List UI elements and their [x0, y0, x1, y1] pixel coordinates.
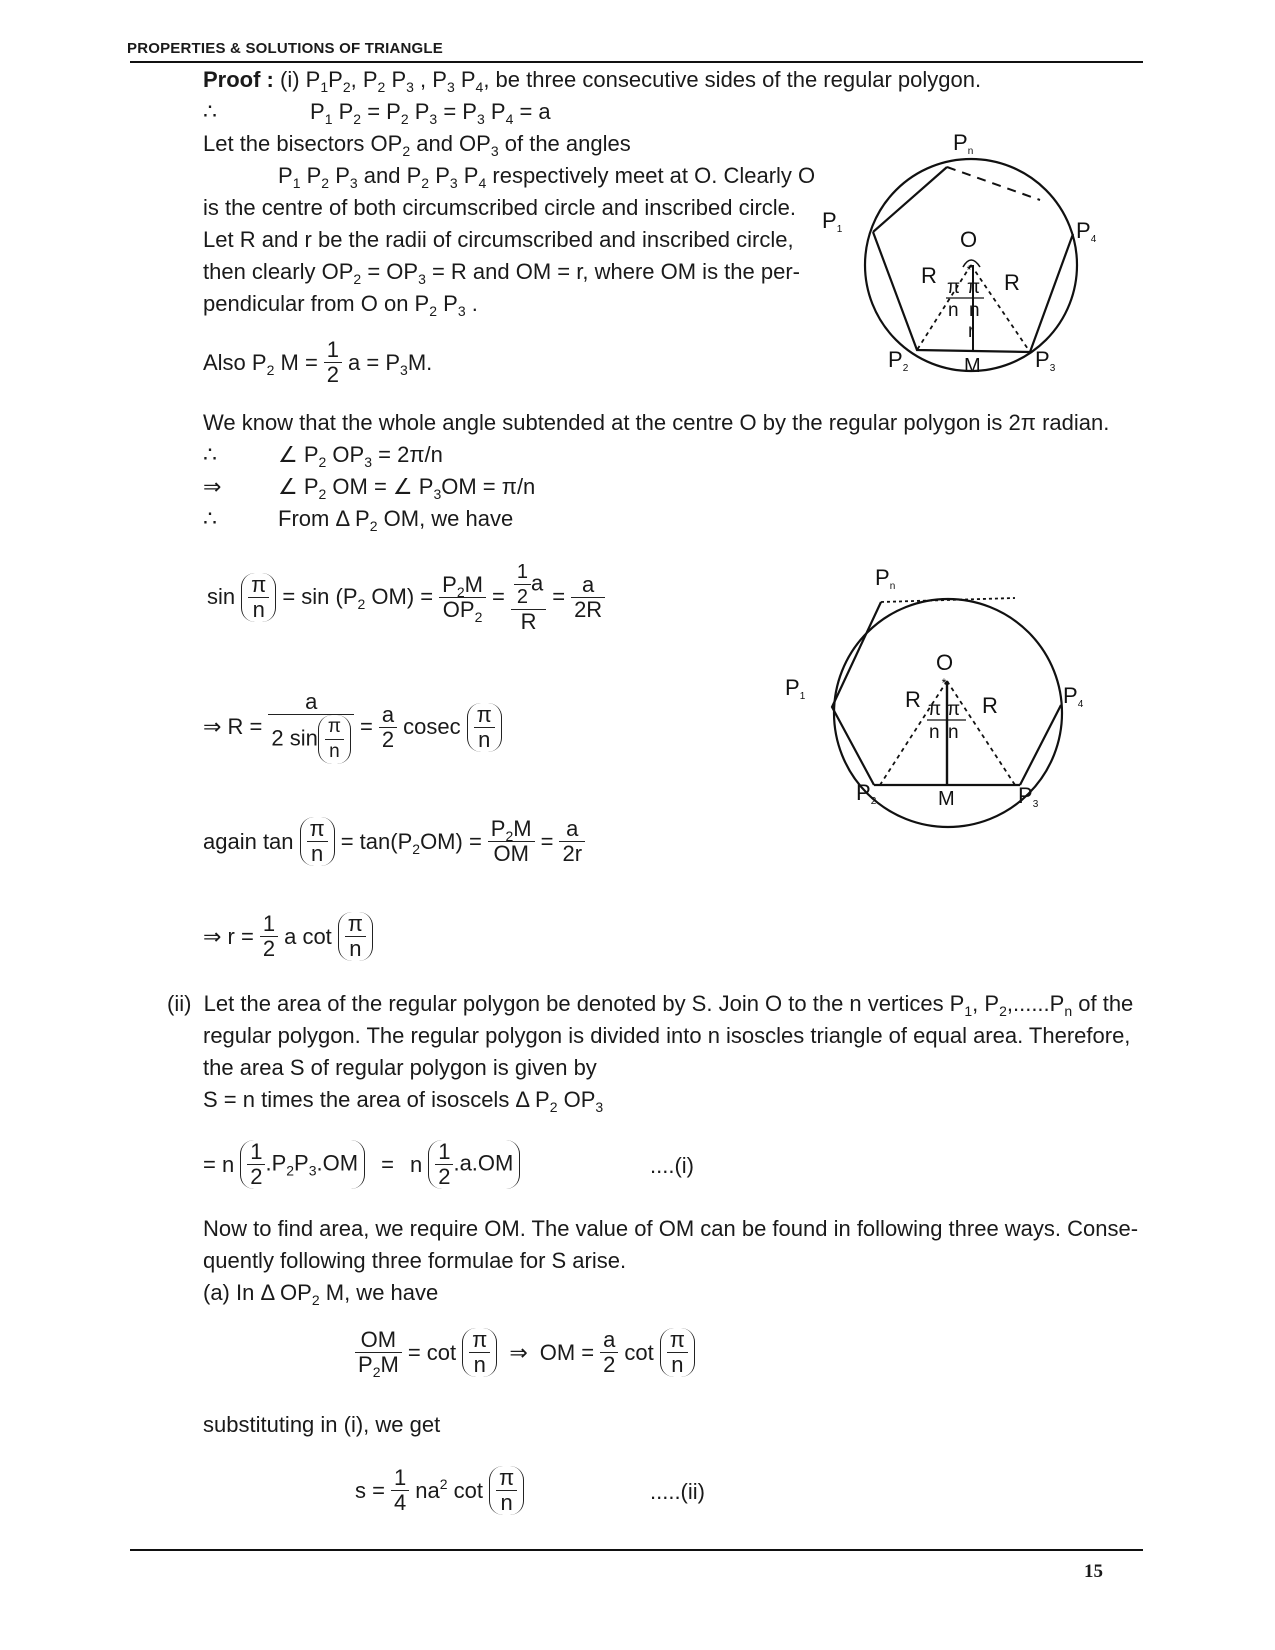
fig2-label-n-right: n: [948, 722, 959, 743]
proof-line-1: Proof : (i) $P_1P_2$, $P_2$ $P_3$ , $P_3$ $P_4$, be three consecutive sides of the regular polygon.: [203, 67, 982, 95]
fig1-label-P2: P2: [888, 347, 909, 374]
fig2-label-R-right: R: [982, 693, 998, 718]
proof-line-5: is the centre of both circumscribed circle and inscribed circle.: [203, 195, 797, 220]
fig1-label-pi-right: π: [967, 277, 981, 298]
svg-text:*: *: [941, 676, 947, 690]
running-header: PROPERTIES & SOLUTIONS OF TRIANGLE: [127, 40, 443, 57]
equation-tag-ii: .....(ii): [650, 1479, 705, 1504]
part2-line-7: (a) In Δ $OP_2$ M, we have: [203, 1280, 439, 1308]
also-line: Also $P_2$ M = $\frac{1}{2}$ $a = P_3M$.: [203, 337, 433, 387]
equation-a: $\frac{OM}{P_2M}$ = cot $\frac{\pi}{n}$ ⇒ OM = $\frac{a}{2}$ cot $\frac{\pi}{n}$: [355, 1328, 695, 1377]
fig2-label-R-left: R: [905, 687, 921, 712]
proof-line-8: pendicular from O on $P_2$ $P_3$ .: [203, 291, 478, 319]
fig1-label-P4: P4: [1076, 218, 1097, 245]
part2-line-2: regular polygon. The regular polygon is divided into n isoscles triangle of equal area. Therefore,: [203, 1023, 1131, 1048]
fig1-label-Pn: Pn: [953, 130, 974, 157]
proof-line-4: $P_1$ $P_2$ $P_3$ and $P_2$ $P_3$ $P_4$ respectively meet at O. Clearly O: [278, 163, 816, 191]
angle-statement: We know that the whole angle subtended at the centre O by the regular polygon is 2π radian.: [203, 410, 1110, 435]
part2-line-5: Now to find area, we require OM. The value of OM can be found in following three ways. Conse-: [203, 1216, 1139, 1241]
therefore-symbol: ∴: [203, 99, 217, 124]
implies-symbol: ⇒: [203, 474, 222, 499]
R-equation: ⇒ R = a 2 sin $\frac{\pi}{n}$ = $\frac{a}{2}$ cosec $\frac{\pi}{n}$: [203, 690, 502, 764]
fig1-label-r: r: [968, 321, 975, 342]
fig2-label-P4: P4: [1063, 683, 1084, 710]
figure-inscribed-polygon: [785, 565, 1110, 855]
fig1-label-R-right: R: [1004, 270, 1020, 295]
proof-line-2: $P_1$ $P_2 = P_2$ $P_3 = P_3$ $P_4 = a$: [310, 99, 551, 127]
fig1-label-P3: P3: [1035, 347, 1056, 374]
equation-ii: s = $\frac{1}{4}$ $na^2$ cot $\frac{\pi}{n}$: [355, 1466, 524, 1515]
fig1-label-n-left: n: [948, 300, 959, 321]
proof-line-3: Let the bisectors $OP_2$ and $OP_3$ of the angles: [203, 131, 631, 159]
therefore-symbol-3: ∴: [203, 506, 217, 531]
header-rule: [130, 61, 1143, 63]
fig1-label-pi-left: π: [947, 277, 961, 298]
equation-i: = n $\frac{1}{2}$ $.P_2P_3.OM$ = n $\frac{1}{2}$ .a.OM: [203, 1140, 520, 1189]
fig2-label-P2: P2: [856, 780, 877, 807]
proof-line-6: Let R and r be the radii of circumscribed and inscribed circle,: [203, 227, 794, 252]
part2-line-3: the area S of regular polygon is given by: [203, 1055, 597, 1080]
therefore-symbol-2: ∴: [203, 442, 217, 467]
part2-line-6: quently following three formulae for S arise.: [203, 1248, 627, 1273]
fig2-label-M: M: [938, 788, 955, 810]
fig1-label-P1: P1: [822, 208, 843, 235]
figure-circumscribed-polygon: [822, 130, 1100, 390]
fig2-label-pi-left: π: [928, 699, 942, 720]
fig2-label-O: O: [936, 650, 954, 675]
proof-label: Proof :: [203, 67, 274, 92]
fig1-label-n-right: n: [969, 300, 980, 321]
equation-tag-i: ....(i): [650, 1153, 694, 1178]
fig2-label-pi-right: π: [947, 699, 961, 720]
footer-rule: [130, 1549, 1143, 1551]
fig2-label-P1: P1: [785, 675, 806, 702]
r-equation: ⇒ r = $\frac{1}{2}$ a cot $\frac{\pi}{n}$: [203, 912, 373, 961]
angle-line-1: ∠ $P_2$ $OP_3 = 2\pi/n$: [278, 442, 443, 470]
svg-text:*: *: [966, 263, 972, 277]
page-number: 15: [1084, 1561, 1103, 1582]
angle-line-2: ∠ $P_2$ OM = ∠ $P_3OM = \pi/n$: [278, 474, 536, 502]
part2-line-4: S = n times the area of isoscels Δ $P_2$ $OP_3$: [203, 1087, 604, 1115]
fig1-label-O: O: [960, 227, 978, 252]
fig1-label-M: M: [964, 355, 981, 377]
proof-line-7: then clearly $OP_2 = OP_3 = R$ and OM = r, where OM is the per-: [203, 259, 800, 287]
fig1-label-R-left: R: [921, 263, 937, 288]
fig2-label-Pn: Pn: [875, 565, 896, 592]
from-line: From Δ $P_2$ OM, we have: [278, 506, 514, 534]
tan-equation: again tan $\frac{\pi}{n}$ = $\tan(P_2OM)$ = $\frac{P_2M}{OM}$ = $\frac{a}{2r}$: [203, 817, 585, 866]
fig2-label-P3: P3: [1018, 783, 1039, 810]
fig2-label-n-left: n: [929, 722, 940, 743]
part2-line-1: (ii) Let the area of the regular polygon be denoted by S. Join O to the n vertices $P_1$, $P_2,......P_n$ of the: [167, 991, 1134, 1019]
part2-line-8: substituting in (i), we get: [203, 1412, 441, 1437]
sin-equation: sin $\frac{\pi}{n}$ = $\sin (P_2$ OM) = $\frac{P_2M}{OP_2}$ = $\frac{1}{2}$ a R = $\frac{a}{2R}$: [207, 560, 605, 634]
